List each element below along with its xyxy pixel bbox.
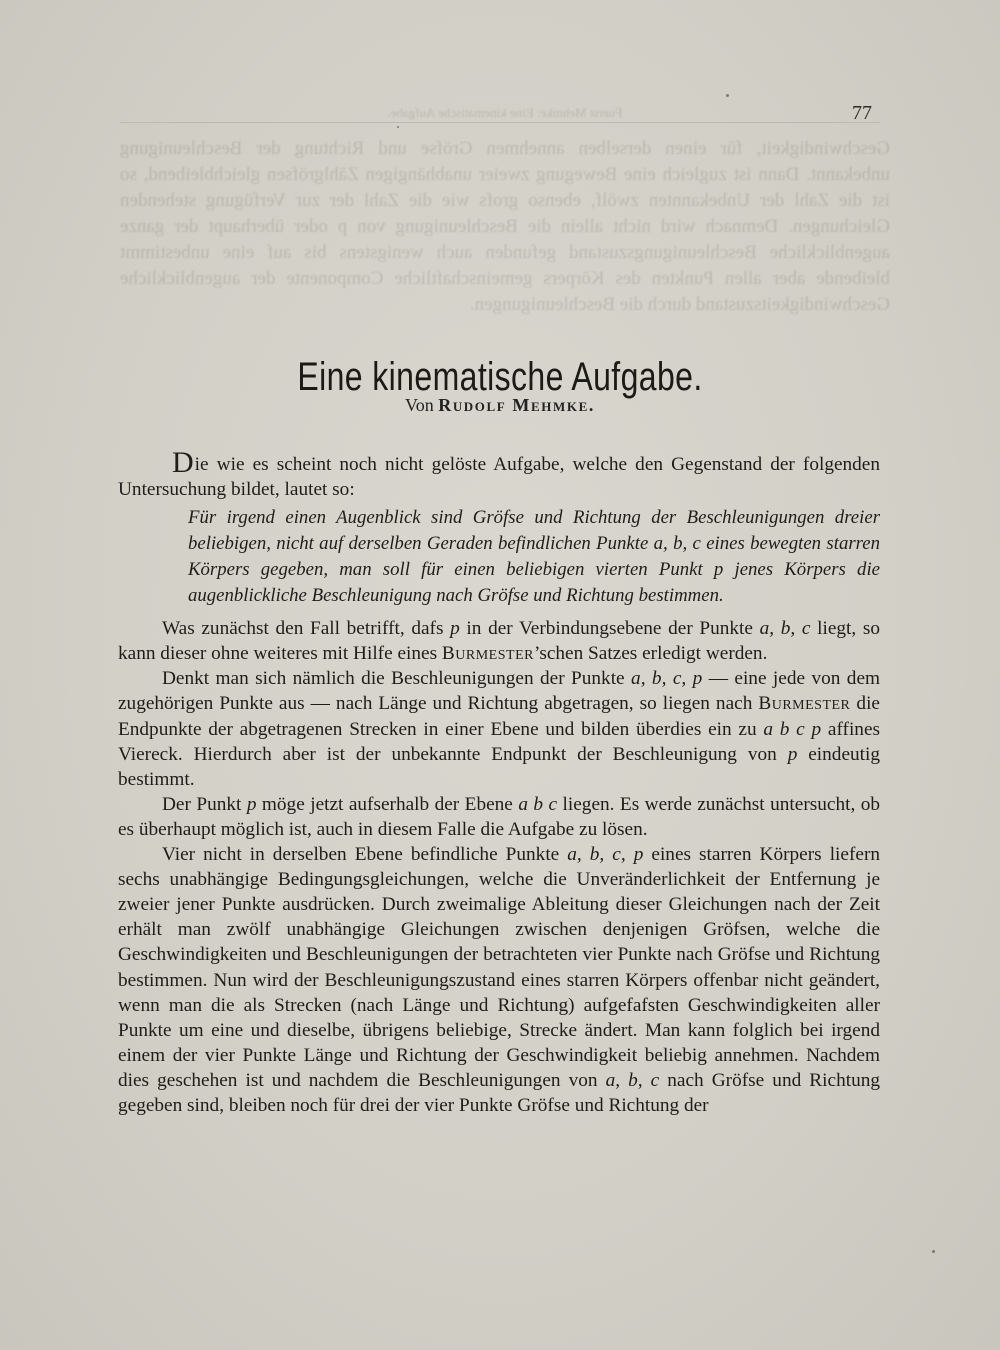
header-rule [120,122,880,123]
drop-letter: D [172,446,194,479]
intro-paragraph [118,446,880,502]
text-run: Vier nicht in derselben Ebene befindliche Punkte [162,844,568,866]
math-variable: a b c p [763,718,822,740]
math-variable: a, b, c, p [567,844,644,866]
byline-prefix: Von [405,395,434,415]
math-variable: p [450,618,460,640]
text-run: nach Gröfse und Richtung gegeben sind, bleiben noch für drei der vier Punkte Gröfse und Richtung der [118,1069,880,1116]
page-number: 77 [852,102,872,124]
text-run: Was zunächst den Fall betrifft, dafs [162,618,451,640]
math-variable: p [246,793,257,815]
math-variable: a, b, c [605,1069,660,1091]
text-run: möge jetzt aufserhalb der Ebene [256,793,519,815]
paper-speck [726,94,729,97]
paragraph-burmester [118,666,880,791]
paragraph-nonplanar-case [118,792,880,842]
article-body [118,446,881,1118]
text-run: die Endpunkte der abgetragenen Strecken in einer Ebene und bilden überdies ein zu [118,693,880,740]
paper-speck [397,126,399,128]
text-run: — eine jede von dem zugehörigen Punkte aus — nach Länge und Richtung abgetragen, so liegen nach [118,668,881,715]
text-run: eindeutig bestimmt. [118,743,880,790]
intro-text: ie wie es scheint noch nicht gelöste Aufgabe, welche den Gegenstand der folgenden Untersuchung bildet, lautet so: [118,454,880,501]
text-run: in der Verbindungsebene der Punkte [459,618,760,640]
paper-speck [932,1250,935,1253]
problem-statement: Für irgend einen Augenblick sind Gröfse und Richtung der Beschleunigungen dreier beliebigen, nicht auf derselben Geraden befindlichen Punkte a, b, c eines bewegten starren Körpers gegeben, man soll für einen beliebigen vierten Punkt p jenes Körpers die augenblickliche Beschleunigung nach Gröfse und Richtung bestimmen. [188,507,880,607]
paragraph-four-points [118,842,880,1118]
text-run: eines starren Körpers liefern sechs unabhängige Bedingungsgleichungen, welche die Unveränderlichkeit der Entfernung je zweier jener Punkte ausdrücken. Durch zweimalige Ableitung dieser Gleichungen nach der Zeit erhält man zwölf unabhängige Gleichungen zwischen denjenigen Gröfsen, welche die Geschwindigkeiten und Beschleunigungen der betrachteten vier Punkte nach Gröfse und Richtung bestimmen. Nun wird der Beschleunigungszustand eines starren Körpers offenbar nicht geändert, wenn man die als Strecken (nach Länge und Richtung) aufgefafsten Geschwindigkeiten aller Punkte um eine und dieselbe, übrigens beliebige, Strecke ändert. Man kann folglich bei irgend einem der vier Punkte Länge und Richtung der Geschwindigkeit beliebig annehmen. Nachdem dies geschehen ist und nachdem die Beschleunigungen von [118,844,881,1091]
person-name: Burmester [441,643,534,665]
paragraph-planar-case [118,616,880,666]
text-run: liegt, so kann dieser ohne weiteres mit Hilfe eines [118,618,880,665]
person-name: Burmester [758,693,851,715]
math-variable: a, b, c, p [631,668,703,690]
byline-author: Rudolf Mehmke. [438,395,595,415]
math-variable: a, b, c [759,618,811,640]
text-run: affines Viereck. Hierdurch aber ist der unbekannte Endpunkt der Beschleunigung von [118,718,881,765]
math-variable: p [787,743,798,765]
text-run: liegen. Es werde zunächst untersucht, ob es überhaupt möglich ist, auch in diesem Falle die Aufgabe zu lösen. [118,793,880,840]
byline [0,395,1000,416]
text-run: Denkt man sich nämlich die Beschleunigungen der Punkte [162,668,632,690]
bleed-through-text: Fuerst Mehmke: Eine kinematische Aufgabe. Geschwindigkeit, für einen derselben annehmen Gröfse und Richtung der Beschleunigung unbekannt. Dann ist zugleich eine Bewegung zweier unabhängigen Zählgröfsen gleichbleibend, so ist die Zahl der Unbekannten zwölf, ebenso grofs wie die Zahl der zur Verfügung stehenden Gleichungen. Demnach wird nicht allein die Beschleunigung von p oder überhaupt der ganze augenblickliche Beschleunigungszustand gefunden auch wenigstens bis auf eine unbestimmt bleibende aber allen Punkten des Körpers gemeinschaftliche Componente der augenblickliche Geschwindigkeitszustand durch die Beschleunigungen. [120,105,890,315]
math-variable: a b c [518,793,558,815]
text-run: Der Punkt [162,793,247,815]
text-run: ’schen Satzes erledigt werden. [533,643,768,665]
article-title: Eine kinematische Aufgabe. [297,354,703,399]
